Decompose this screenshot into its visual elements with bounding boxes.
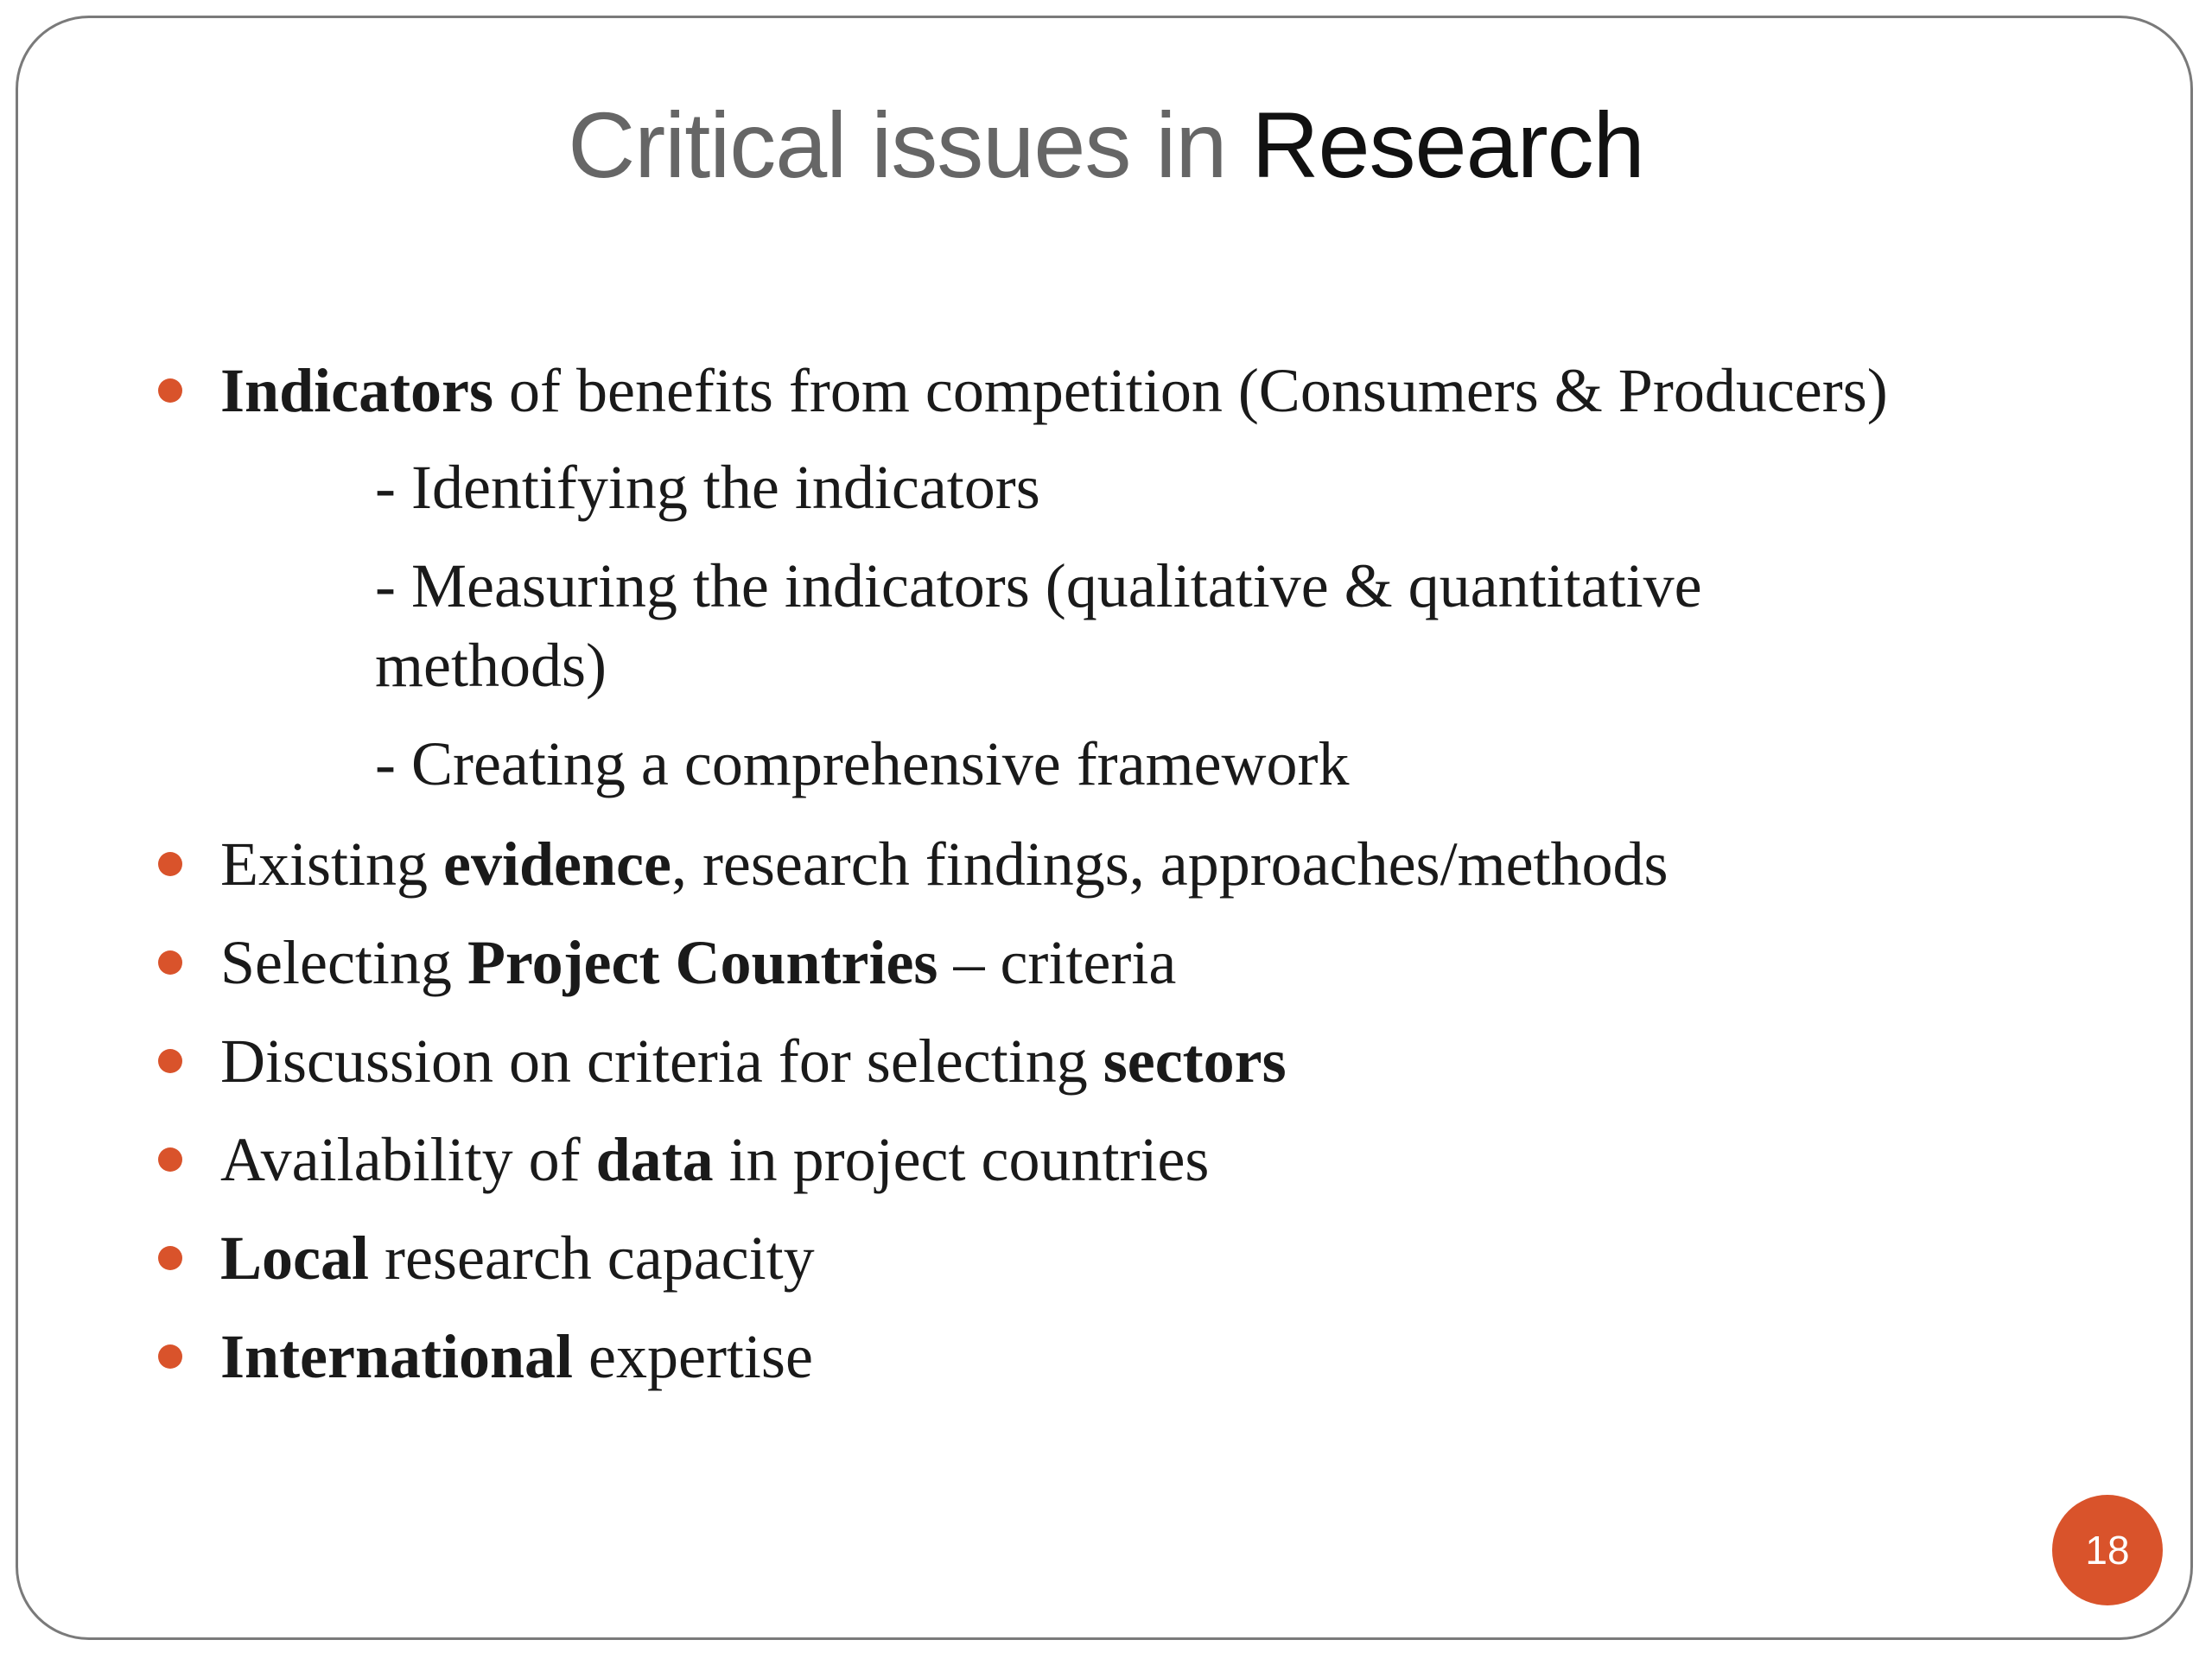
- slide-title: [0, 93, 2212, 197]
- bullet-text: [220, 1313, 813, 1400]
- bullet-bold: data: [595, 1125, 714, 1194]
- sub-item-identifying: - Identifying the indicators: [375, 453, 1040, 522]
- bullet-dot-icon: [158, 1344, 182, 1369]
- bullet-text: [220, 347, 1888, 434]
- sub-item-framework: - Creating a comprehensive framework: [375, 729, 1350, 798]
- title-part-1: Critical issues in: [568, 92, 1227, 197]
- bullet-bold: sectors: [1103, 1027, 1287, 1096]
- sub-item-measuring: - Measuring the indicators (qualitative & quantitative: [375, 551, 1702, 620]
- bullet-pre: Selecting: [220, 928, 467, 997]
- bullet-bold: Indicators: [220, 356, 494, 425]
- bullet-pre: Availability of: [220, 1125, 596, 1194]
- bullet-dot-icon: [158, 950, 182, 975]
- sub-item-measuring-cont: methods): [375, 631, 607, 700]
- bullet-bold: International: [220, 1322, 574, 1391]
- bullet-rest: – criteria: [938, 928, 1177, 997]
- bullet-rest: of benefits from competition (Consumers & Producers): [493, 356, 1888, 425]
- bullet-rest: , research findings, approaches/methods: [671, 830, 1669, 899]
- bullet-bold: Project Countries: [467, 928, 938, 997]
- bullet-text: [220, 1215, 815, 1301]
- bullet-dot-icon: [158, 378, 182, 403]
- bullet-text: [220, 1116, 1209, 1203]
- bullet-text: [220, 821, 1669, 907]
- bullet-dot-icon: [158, 852, 182, 876]
- bullet-rest: expertise: [573, 1322, 813, 1391]
- bullet-bold: evidence: [443, 830, 671, 899]
- bullet-pre: Discussion on criteria for selecting: [220, 1027, 1103, 1096]
- bullet-dot-icon: [158, 1147, 182, 1172]
- page-number-badge: 18: [2052, 1495, 2163, 1605]
- bullet-text: [220, 1018, 1287, 1104]
- bullet-rest: research capacity: [368, 1224, 815, 1293]
- bullet-dot-icon: [158, 1049, 182, 1073]
- title-part-2: Research: [1251, 92, 1644, 197]
- bullet-text: [220, 919, 1176, 1006]
- bullet-bold: Local: [220, 1224, 369, 1293]
- bullet-rest: in project countries: [713, 1125, 1210, 1194]
- bullet-dot-icon: [158, 1246, 182, 1270]
- bullet-pre: Existing: [220, 830, 444, 899]
